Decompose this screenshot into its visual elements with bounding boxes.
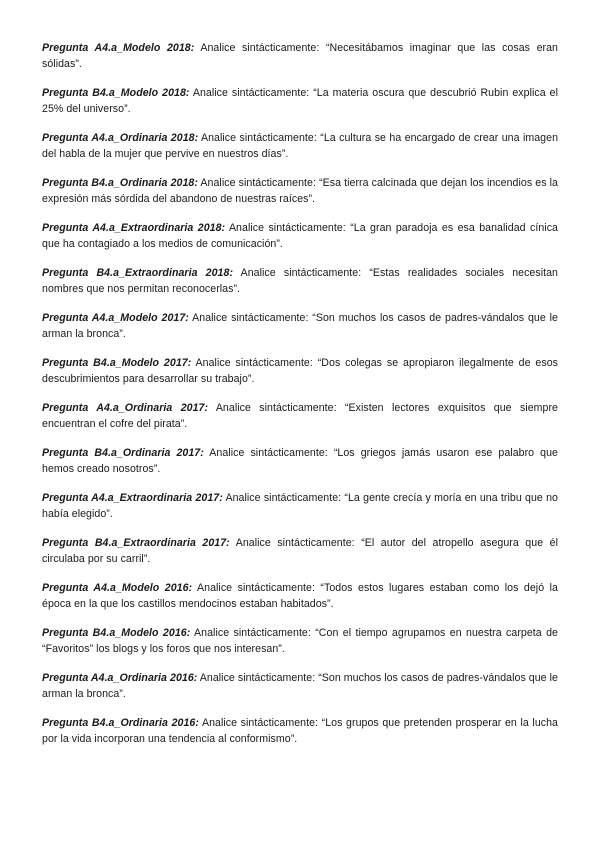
question-entry bbox=[42, 490, 558, 522]
question-label: Pregunta A4.a_Ordinaria 2016: bbox=[42, 672, 198, 684]
question-label: Pregunta A4.a_Modelo 2018: bbox=[42, 42, 195, 54]
question-entry bbox=[42, 85, 558, 117]
question-text: Analice sintácticamente: “Estas realidades sociales necesitan nombres que nos permitan reconocerlas”. bbox=[42, 267, 558, 295]
question-label: Pregunta B4.a_Extraordinaria 2017: bbox=[42, 537, 230, 549]
question-label: Pregunta A4.a_Ordinaria 2017: bbox=[42, 402, 209, 414]
question-label: Pregunta B4.a_Modelo 2018: bbox=[42, 87, 190, 99]
question-label: Pregunta B4.a_Ordinaria 2017: bbox=[42, 447, 204, 459]
question-text: Analice sintácticamente: “Son muchos los casos de padres-vándalos que le arman la bronca”. bbox=[42, 312, 558, 340]
question-text: Analice sintácticamente: “Los grupos que pretenden prosperar en la lucha por la vida incorporan una tendencia al conformismo”. bbox=[42, 717, 558, 745]
question-label: Pregunta B4.a_Ordinaria 2016: bbox=[42, 717, 199, 729]
question-text: Analice sintácticamente: “La gran paradoja es esa banalidad cínica que ha contagiado a los medios de comunicación”. bbox=[42, 222, 558, 250]
question-text: Analice sintácticamente: “Necesitábamos imaginar que las cosas eran sólidas”. bbox=[42, 42, 558, 70]
question-label: Pregunta A4.a_Extraordinaria 2018: bbox=[42, 222, 226, 234]
question-text: Analice sintácticamente: “Dos colegas se apropiaron ilegalmente de esos descubrimientos para desarrollar su trabajo”. bbox=[42, 357, 558, 385]
question-text: Analice sintácticamente: “La cultura se ha encargado de crear una imagen del habla de la mujer que pervive en nuestros días”. bbox=[42, 132, 559, 160]
question-label: Pregunta A4.a_Modelo 2017: bbox=[42, 312, 189, 324]
question-entry bbox=[42, 220, 558, 252]
question-label: Pregunta A4.a_Ordinaria 2018: bbox=[42, 132, 199, 144]
question-entry bbox=[42, 580, 558, 612]
document-page bbox=[42, 40, 558, 760]
question-text: Analice sintácticamente: “El autor del atropello asegura que él circulaba por su carril”. bbox=[42, 537, 559, 565]
question-label: Pregunta B4.a_Modelo 2017: bbox=[42, 357, 192, 369]
question-entry bbox=[42, 625, 558, 657]
question-label: Pregunta A4.a_Extraordinaria 2017: bbox=[42, 492, 223, 504]
question-entry bbox=[42, 130, 558, 162]
question-entry bbox=[42, 175, 558, 207]
question-entry bbox=[42, 670, 558, 702]
question-label: Pregunta B4.a_Modelo 2016: bbox=[42, 627, 191, 639]
question-text: Analice sintácticamente: “Con el tiempo agrupamos en nuestra carpeta de “Favoritos” los blogs y los foros que nos interesan”. bbox=[42, 627, 558, 655]
question-label: Pregunta B4.a_Ordinaria 2018: bbox=[42, 177, 198, 189]
question-entry bbox=[42, 445, 558, 477]
question-label: Pregunta B4.a_Extraordinaria 2018: bbox=[42, 267, 234, 279]
question-text: Analice sintácticamente: “Todos estos lugares estaban como los dejó la época en la que los castillos mendocinos estaban habitados”. bbox=[42, 582, 558, 610]
question-entry bbox=[42, 535, 558, 567]
question-text: Analice sintácticamente: “La gente crecía y moría en una tribu que no había elegido”. bbox=[42, 492, 558, 520]
question-text: Analice sintácticamente: “Esa tierra calcinada que dejan los incendios es la expresión más sórdida del abandono de nuestras raíces”. bbox=[42, 177, 558, 205]
question-entry bbox=[42, 310, 558, 342]
question-label: Pregunta A4.a_Modelo 2016: bbox=[42, 582, 193, 594]
question-entry bbox=[42, 715, 558, 747]
question-entry bbox=[42, 355, 558, 387]
question-entry bbox=[42, 265, 558, 297]
question-text: Analice sintácticamente: “Existen lectores exquisitos que siempre encuentran el cofre del pirata”. bbox=[42, 402, 558, 430]
question-text: Analice sintácticamente: “La materia oscura que descubrió Rubin explica el 25% del universo”. bbox=[42, 87, 558, 115]
question-text: Analice sintácticamente: “Los griegos jamás usaron ese palabro que hemos creado nosotros”. bbox=[42, 447, 558, 475]
question-entry bbox=[42, 40, 558, 72]
question-entry bbox=[42, 400, 558, 432]
question-text: Analice sintácticamente: “Son muchos los casos de padres-vándalos que le arman la bronca”. bbox=[42, 672, 558, 700]
